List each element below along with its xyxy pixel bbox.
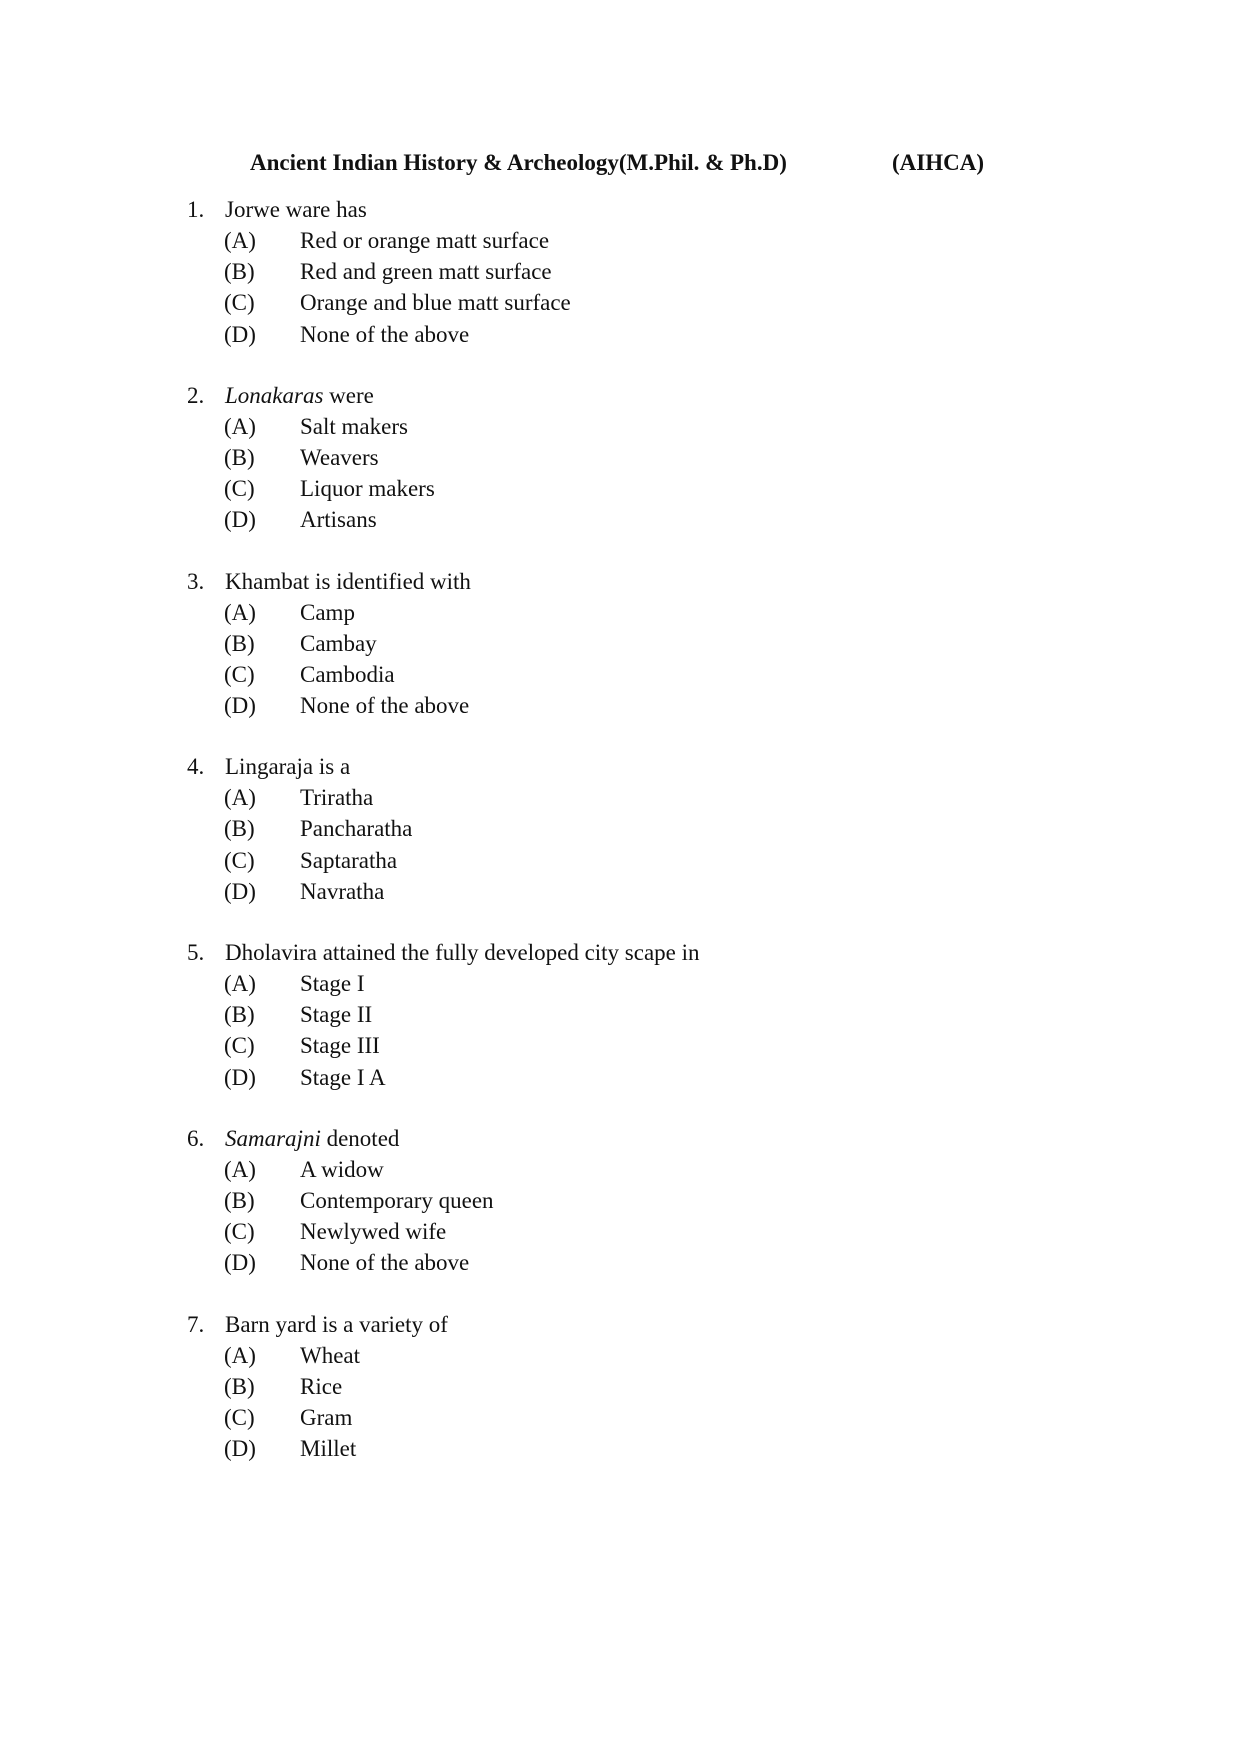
option-letter: (C) — [224, 476, 255, 502]
question-text-rest: Lingaraja is a — [225, 754, 351, 780]
option-d — [187, 690, 1087, 721]
question-text-rest: were — [323, 382, 374, 408]
option-d — [187, 1247, 1087, 1278]
option-letter: (A) — [224, 228, 256, 253]
question-text-rest: denoted — [320, 1125, 400, 1151]
question-number: 1. — [187, 197, 205, 222]
option-b — [187, 813, 1087, 844]
option-text: Orange and blue matt surface — [300, 290, 571, 316]
option-text: Wheat — [300, 1342, 361, 1368]
option-text: Red or orange matt surface — [300, 228, 550, 253]
option-letter: (B) — [224, 1187, 255, 1213]
option-c — [187, 659, 1087, 690]
option-d — [187, 319, 1087, 350]
option-text: Navratha — [300, 878, 385, 904]
option-letter: (B) — [224, 1373, 255, 1399]
option-letter: (D) — [224, 1064, 256, 1090]
option-letter: (B) — [224, 816, 255, 842]
option-letter: (A) — [224, 413, 256, 439]
option-text: Gram — [300, 1404, 353, 1430]
option-text: Triratha — [300, 785, 374, 811]
question-5 — [187, 937, 1087, 1093]
option-a — [187, 968, 1087, 999]
option-letter: (A) — [224, 599, 256, 625]
option-text: Red and green matt surface — [300, 259, 552, 285]
question-stem — [187, 751, 1087, 782]
option-text: Liquor makers — [300, 476, 435, 502]
question-4 — [187, 751, 1087, 907]
option-letter: (D) — [224, 693, 256, 719]
option-text: None of the above — [300, 321, 470, 347]
option-text: Newlywed wife — [300, 1219, 447, 1245]
option-text: None of the above — [300, 693, 470, 719]
page-header — [250, 148, 1010, 178]
option-letter: (C) — [224, 290, 255, 316]
question-7 — [187, 1309, 1087, 1465]
question-3 — [187, 566, 1087, 722]
option-letter: (A) — [224, 785, 256, 811]
option-text: Contemporary queen — [300, 1187, 494, 1213]
option-letter: (A) — [224, 1156, 256, 1182]
option-text: Camp — [300, 599, 355, 625]
option-c — [187, 845, 1087, 876]
question-2 — [187, 380, 1087, 536]
option-a — [187, 1340, 1087, 1371]
option-text: None of the above — [300, 1250, 470, 1276]
question-text — [225, 937, 700, 968]
option-c — [187, 1030, 1087, 1061]
option-c — [187, 1402, 1087, 1433]
question-stem — [187, 380, 1087, 411]
question-stem — [187, 937, 1087, 968]
option-c — [187, 287, 1087, 318]
question-number: 6. — [187, 1125, 205, 1151]
option-d — [187, 1433, 1087, 1464]
question-text — [225, 1309, 448, 1340]
option-letter: (A) — [224, 971, 256, 996]
option-a — [187, 225, 1087, 256]
option-c — [187, 1216, 1087, 1247]
option-letter: (C) — [224, 661, 255, 687]
option-letter: (C) — [224, 1219, 255, 1245]
option-letter: (B) — [224, 444, 255, 470]
question-text-rest: Barn yard is a variety of — [225, 1311, 448, 1337]
option-text: Cambay — [300, 630, 377, 656]
question-text-rest: Jorwe ware has — [225, 197, 367, 222]
option-text: Salt makers — [300, 413, 408, 439]
question-text — [225, 566, 471, 597]
option-letter: (B) — [224, 630, 255, 656]
option-text: Stage I — [300, 971, 365, 996]
question-text — [225, 194, 367, 225]
option-a — [187, 782, 1087, 813]
question-text-rest: Khambat is identified with — [225, 568, 471, 594]
question-text — [225, 1123, 399, 1154]
question-number: 7. — [187, 1311, 205, 1337]
option-text: Artisans — [300, 507, 377, 533]
option-letter: (B) — [224, 259, 255, 285]
option-b — [187, 1371, 1087, 1402]
question-stem — [187, 1123, 1087, 1154]
exam-code: (AIHCA) — [892, 150, 984, 175]
option-letter: (D) — [224, 1436, 256, 1462]
exam-title: Ancient Indian History & Archeology(M.Phil. & Ph.D) — [250, 150, 787, 175]
option-text: Millet — [300, 1436, 357, 1462]
question-text — [225, 751, 350, 782]
option-a — [187, 411, 1087, 442]
option-text: Cambodia — [300, 661, 395, 687]
option-text: A widow — [300, 1156, 384, 1182]
option-letter: (C) — [224, 847, 255, 873]
question-6 — [187, 1123, 1087, 1279]
option-b — [187, 628, 1087, 659]
option-b — [187, 442, 1087, 473]
option-text: Stage I A — [300, 1064, 386, 1090]
question-stem — [187, 1309, 1087, 1340]
question-number: 2. — [187, 382, 205, 408]
option-letter: (B) — [224, 1002, 255, 1028]
option-a — [187, 1154, 1087, 1185]
option-text: Stage II — [300, 1002, 373, 1028]
question-stem — [187, 566, 1087, 597]
option-d — [187, 1062, 1087, 1093]
question-italic-term: Samarajni — [225, 1125, 321, 1151]
option-text: Pancharatha — [300, 816, 413, 842]
option-letter: (C) — [224, 1404, 255, 1430]
option-d — [187, 504, 1087, 535]
question-1 — [187, 194, 1087, 350]
option-b — [187, 999, 1087, 1030]
question-number: 5. — [187, 940, 205, 965]
option-letter: (D) — [224, 507, 256, 533]
question-stem — [187, 194, 1087, 225]
question-number: 3. — [187, 568, 205, 594]
option-text: Weavers — [300, 444, 379, 470]
option-text: Rice — [300, 1373, 343, 1399]
option-d — [187, 876, 1087, 907]
question-number: 4. — [187, 754, 205, 780]
option-letter: (D) — [224, 321, 256, 347]
option-b — [187, 1185, 1087, 1216]
option-c — [187, 473, 1087, 504]
option-a — [187, 597, 1087, 628]
question-text-rest: Dholavira attained the fully developed city scape in — [225, 940, 700, 965]
option-text: Stage III — [300, 1033, 380, 1059]
option-letter: (D) — [224, 1250, 256, 1276]
option-letter: (A) — [224, 1342, 256, 1368]
option-text: Saptaratha — [300, 847, 398, 873]
question-text — [225, 380, 374, 411]
option-b — [187, 256, 1087, 287]
option-letter: (D) — [224, 878, 256, 904]
question-italic-term: Lonakaras — [225, 382, 324, 408]
option-letter: (C) — [224, 1033, 255, 1059]
question-list — [187, 194, 1087, 1494]
